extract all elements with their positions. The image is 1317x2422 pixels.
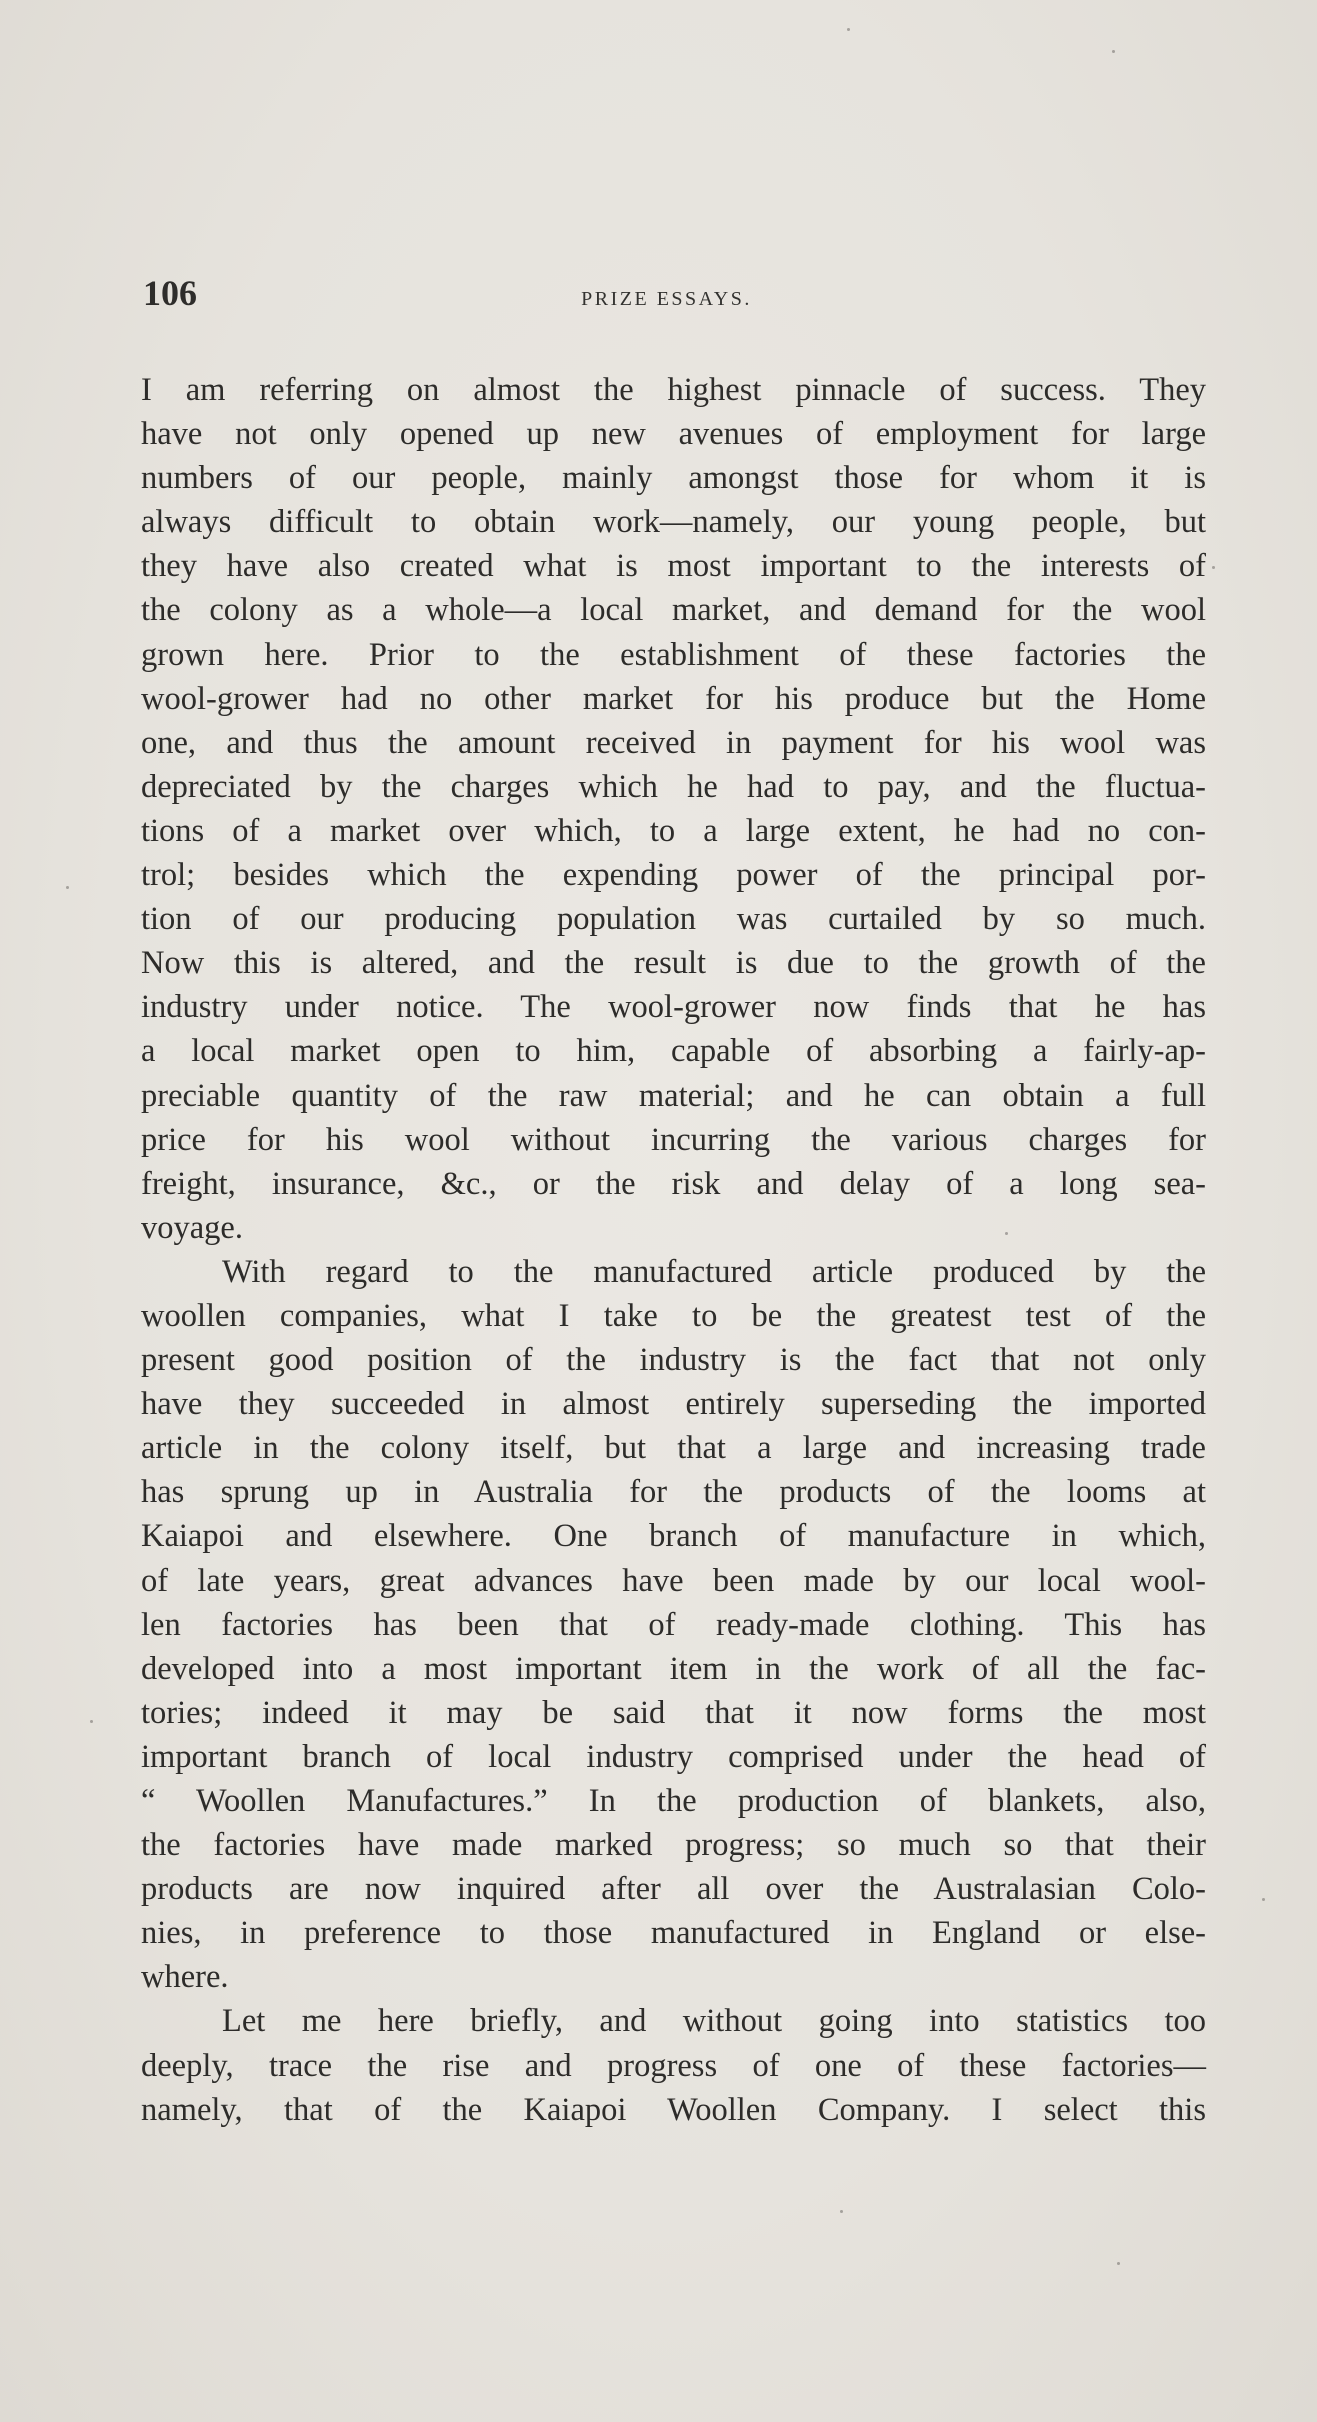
text-line: grown here. Prior to the establishment of these factories the bbox=[141, 636, 1206, 673]
text-line: I am referring on almost the highest pinnacle of success. They bbox=[141, 372, 1206, 408]
text-line: developed into a most important item in the work of all the fac- bbox=[141, 1650, 1206, 1687]
scan-speck bbox=[1212, 566, 1215, 569]
text-line: always difficult to obtain work—namely, our young people, but bbox=[141, 504, 1206, 541]
scan-speck bbox=[1262, 1898, 1265, 1901]
text-line: one, and thus the amount received in payment for his wool was bbox=[141, 724, 1206, 761]
text-line: they have also created what is most important to the interests of bbox=[141, 548, 1206, 585]
text-line: woollen companies, what I take to be the greatest test of the bbox=[141, 1297, 1206, 1334]
scan-speck bbox=[1112, 50, 1115, 53]
text-line: wool-grower had no other market for his produce but the Home bbox=[141, 680, 1206, 717]
text-line: where. bbox=[141, 1959, 229, 1996]
text-line: nies, in preference to those manufactured in England or else- bbox=[141, 1915, 1206, 1952]
running-title: PRIZE ESSAYS. bbox=[581, 288, 752, 310]
text-line: “ Woollen Manufactures.” In the production of blankets, also, bbox=[141, 1783, 1206, 1819]
text-line: have they succeeded in almost entirely superseding the imported bbox=[141, 1386, 1206, 1423]
text-line: the factories have made marked progress; so much so that their bbox=[141, 1827, 1206, 1864]
text-line: preciable quantity of the raw material; and he can obtain a full bbox=[141, 1077, 1206, 1114]
scan-speck bbox=[90, 1720, 93, 1723]
text-line: industry under notice. The wool-grower now finds that he has bbox=[141, 989, 1206, 1026]
text-line: present good position of the industry is the fact that not only bbox=[141, 1342, 1206, 1379]
text-line: Let me here briefly, and without going into statistics too bbox=[222, 2003, 1206, 2040]
text-line: Now this is altered, and the result is due to the growth of the bbox=[141, 945, 1206, 982]
text-line: depreciated by the charges which he had to pay, and the fluctua- bbox=[141, 768, 1206, 805]
text-line: len factories has been that of ready-made clothing. This has bbox=[141, 1606, 1206, 1643]
text-line: important branch of local industry comprised under the head of bbox=[141, 1738, 1206, 1775]
text-line: With regard to the manufactured article produced by the bbox=[222, 1253, 1206, 1290]
text-line: tions of a market over which, to a large extent, he had no con- bbox=[141, 812, 1206, 849]
text-line: the colony as a whole—a local market, and demand for the wool bbox=[141, 592, 1206, 629]
paragraph bbox=[141, 1250, 1206, 2000]
text-line: article in the colony itself, but that a large and increasing trade bbox=[141, 1430, 1206, 1467]
scan-speck bbox=[66, 886, 69, 889]
scan-speck bbox=[1005, 1232, 1008, 1235]
scan-speck bbox=[840, 2210, 843, 2213]
text-line: of late years, great advances have been made by our local wool- bbox=[141, 1562, 1206, 1599]
scan-speck bbox=[1117, 2262, 1120, 2265]
paragraph bbox=[141, 368, 1206, 1250]
text-line: deeply, trace the rise and progress of one of these factories— bbox=[141, 2047, 1206, 2084]
text-line: price for his wool without incurring the various charges for bbox=[141, 1121, 1206, 1158]
text-line: a local market open to him, capable of absorbing a fairly-ap- bbox=[141, 1033, 1206, 1070]
text-line: has sprung up in Australia for the products of the looms at bbox=[141, 1474, 1206, 1511]
text-line: Kaiapoi and elsewhere. One branch of manufacture in which, bbox=[141, 1518, 1206, 1555]
text-line: freight, insurance, &c., or the risk and delay of a long sea- bbox=[141, 1165, 1206, 1202]
scan-speck bbox=[847, 28, 850, 31]
text-line: voyage. bbox=[141, 1209, 243, 1246]
text-line: have not only opened up new avenues of employment for large bbox=[141, 416, 1206, 453]
text-line: products are now inquired after all over the Australasian Colo- bbox=[141, 1871, 1206, 1908]
text-line: trol; besides which the expending power of the principal por- bbox=[141, 857, 1206, 894]
text-line: numbers of our people, mainly amongst those for whom it is bbox=[141, 460, 1206, 497]
page-number: 106 bbox=[143, 273, 197, 313]
essay-body bbox=[141, 368, 1206, 2132]
paragraph bbox=[141, 1999, 1206, 2131]
text-line: namely, that of the Kaiapoi Woollen Company. I select this bbox=[141, 2091, 1206, 2128]
text-line: tories; indeed it may be said that it now forms the most bbox=[141, 1694, 1206, 1731]
text-line: tion of our producing population was curtailed by so much. bbox=[141, 901, 1206, 938]
